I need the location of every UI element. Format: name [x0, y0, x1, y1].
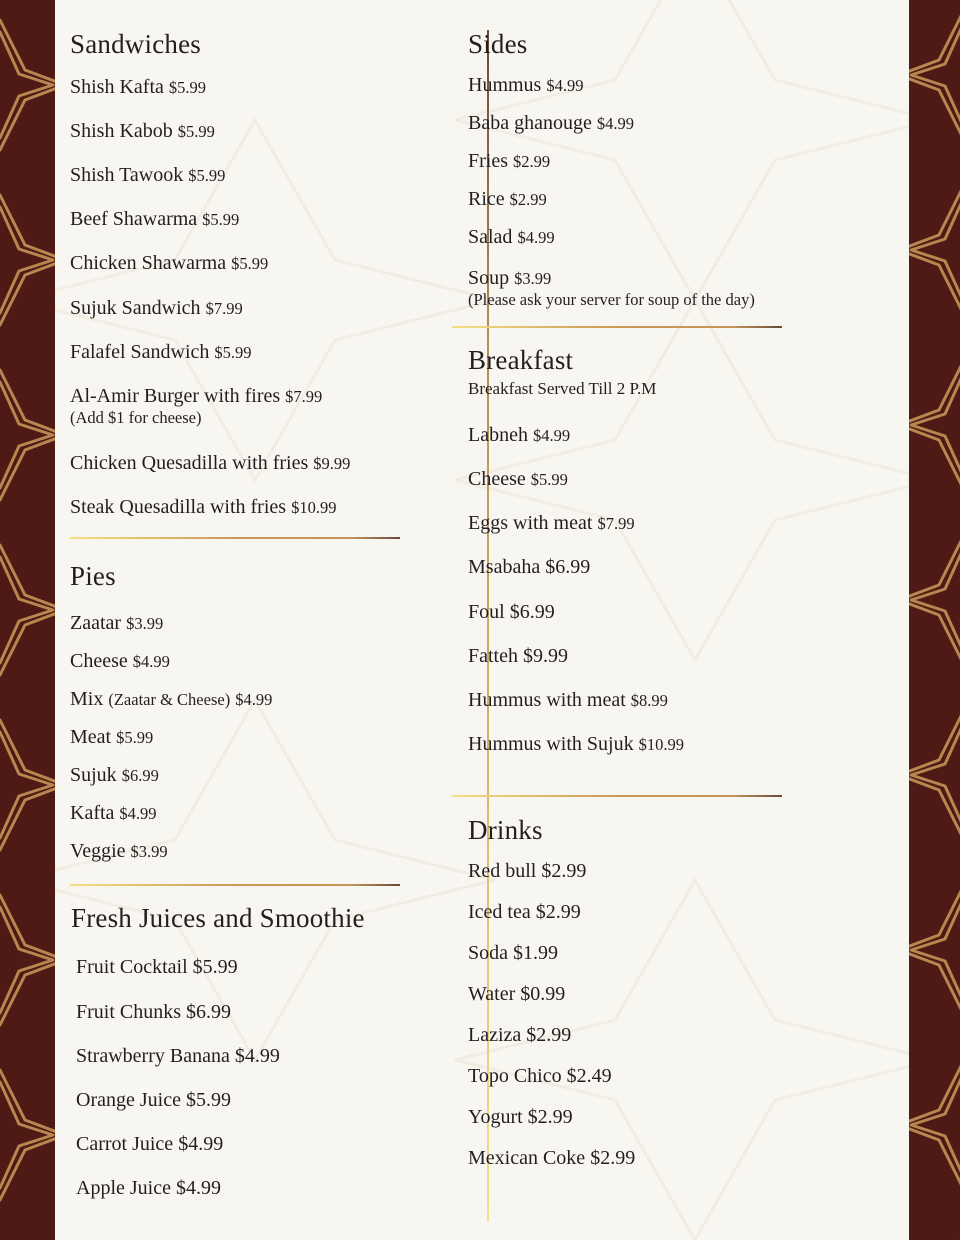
menu-item: Al-Amir Burger with fires $7.99: [70, 385, 323, 407]
menu-item: Fruit Chunks $6.99: [76, 1001, 232, 1023]
menu-item: Zaatar $3.99: [70, 612, 164, 634]
section-divider: [452, 326, 782, 328]
section-title-breakfast: Breakfast: [468, 345, 574, 375]
section-subtitle: Breakfast Served Till 2 P.M: [468, 379, 657, 398]
menu-item: Beef Shawarma $5.99: [70, 208, 240, 230]
menu-item: Falafel Sandwich $5.99: [70, 341, 252, 363]
star-pattern-icon: [0, 0, 55, 1240]
menu-item: Soda $1.99: [468, 942, 558, 964]
menu-item: Foul $6.99: [468, 601, 555, 623]
menu-item: Mexican Coke $2.99: [468, 1147, 636, 1169]
menu-item: Chicken Quesadilla with fries $9.99: [70, 452, 351, 474]
menu-item: Shish Kafta $5.99: [70, 76, 207, 98]
menu-item: Water $0.99: [468, 983, 566, 1005]
section-title-pies: Pies: [70, 561, 116, 591]
menu-item: Veggie $3.99: [70, 840, 168, 862]
menu-item: Steak Quesadilla with fries $10.99: [70, 496, 337, 518]
menu-item: Yogurt $2.99: [468, 1106, 573, 1128]
menu-item: Fatteh $9.99: [468, 645, 568, 667]
right-decorative-border: [909, 0, 960, 1240]
menu-item: Shish Tawook $5.99: [70, 164, 226, 186]
section-divider: [70, 884, 400, 886]
menu-item: Carrot Juice $4.99: [76, 1133, 224, 1155]
menu-item: Apple Juice $4.99: [76, 1177, 221, 1199]
menu-item: Fries $2.99: [468, 150, 551, 172]
section-title-juices: Fresh Juices and Smoothie: [71, 903, 365, 933]
menu-item: Meat $5.99: [70, 726, 154, 748]
menu-item: Topo Chico $2.49: [468, 1065, 612, 1087]
section-divider: [70, 537, 400, 539]
menu-item-note: (Please ask your server for soup of the day): [468, 290, 755, 309]
menu-item-note: (Add $1 for cheese): [70, 408, 202, 427]
menu-item: Baba ghanouge $4.99: [468, 112, 634, 134]
menu-item: Hummus with meat $8.99: [468, 689, 668, 711]
section-divider: [452, 795, 782, 797]
menu-item: Rice $2.99: [468, 188, 547, 210]
menu-item: Cheese $5.99: [468, 468, 568, 490]
menu-item: Orange Juice $5.99: [76, 1089, 231, 1111]
menu-item: Soup $3.99: [468, 267, 552, 289]
menu-page: [55, 0, 909, 1240]
menu-item: Eggs with meat $7.99: [468, 512, 635, 534]
menu-item: Mix (Zaatar & Cheese) $4.99: [70, 688, 273, 710]
menu-item: Fruit Cocktail $5.99: [76, 956, 238, 978]
menu-item: Iced tea $2.99: [468, 901, 581, 923]
menu-item: Shish Kabob $5.99: [70, 120, 215, 142]
left-decorative-border: [0, 0, 55, 1240]
section-title-sides: Sides: [468, 29, 528, 59]
menu-item: Hummus with Sujuk $10.99: [468, 733, 684, 755]
menu-item: Chicken Shawarma $5.99: [70, 252, 269, 274]
menu-item: Salad $4.99: [468, 226, 555, 248]
menu-item: Sujuk Sandwich $7.99: [70, 297, 243, 319]
menu-item: Red bull $2.99: [468, 860, 587, 882]
menu-item: Labneh $4.99: [468, 424, 571, 446]
section-title-sandwiches: Sandwiches: [70, 29, 201, 59]
menu-item: Kafta $4.99: [70, 802, 157, 824]
star-pattern-icon: [909, 0, 960, 1240]
menu-item: Hummus $4.99: [468, 74, 584, 96]
menu-item: Laziza $2.99: [468, 1024, 572, 1046]
section-title-drinks: Drinks: [468, 815, 543, 845]
menu-item: Msabaha $6.99: [468, 556, 591, 578]
menu-item: Sujuk $6.99: [70, 764, 159, 786]
menu-item: Cheese $4.99: [70, 650, 170, 672]
menu-item: Strawberry Banana $4.99: [76, 1045, 280, 1067]
